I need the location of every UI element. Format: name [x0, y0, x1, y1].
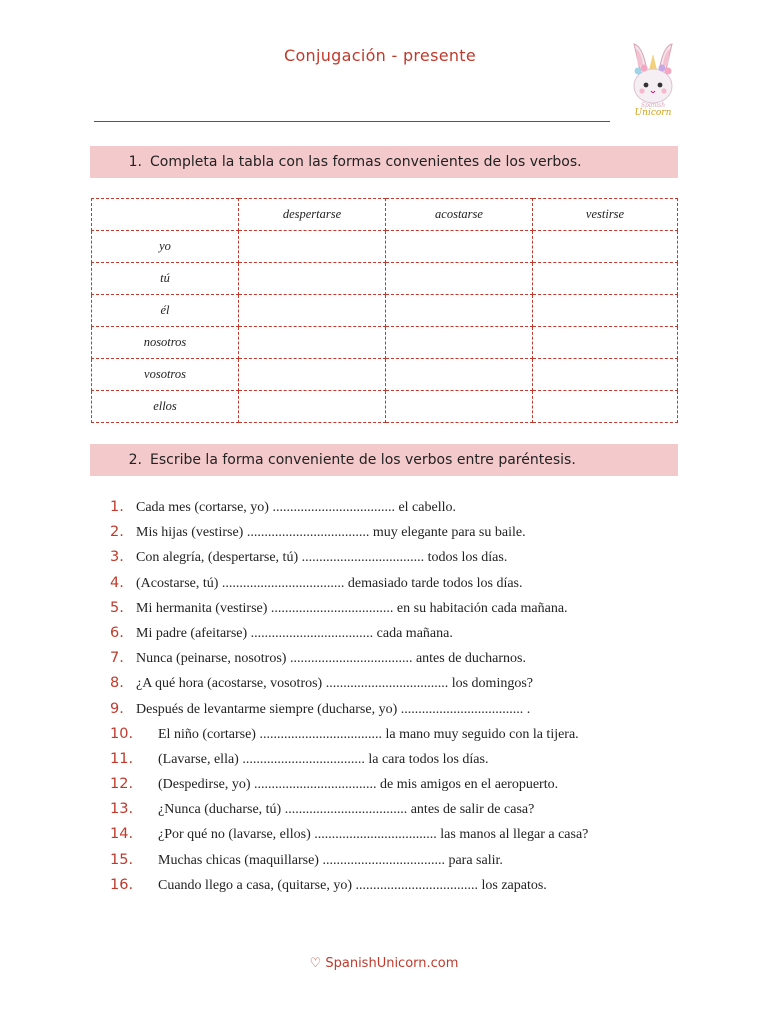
- page-title: Conjugación - presente: [283, 46, 477, 65]
- section-1-banner: [90, 146, 678, 178]
- list-item: [110, 697, 730, 722]
- exercise-number: 3.: [110, 549, 124, 566]
- list-item: [110, 545, 730, 570]
- exercise-list: [110, 495, 730, 898]
- exercise-number: 6.: [110, 624, 124, 641]
- list-item: [110, 495, 730, 520]
- table-header-cell: vestirse: [533, 199, 678, 231]
- exercise-text: (Despedirse, yo) ................................... de mis amigos en el aeropuerto.: [158, 777, 559, 793]
- table-row: [92, 391, 678, 423]
- footer-link[interactable]: SpanishUnicorn.com: [325, 956, 459, 971]
- list-item: [110, 596, 730, 621]
- answer-cell[interactable]: [533, 231, 678, 263]
- list-item: [110, 646, 730, 671]
- table-row: [92, 295, 678, 327]
- list-item: [110, 722, 730, 747]
- answer-cell[interactable]: [533, 391, 678, 423]
- table-row: [92, 263, 678, 295]
- section-1-instruction: Completa la tabla con las formas convenientes de los verbos.: [150, 154, 582, 170]
- answer-cell[interactable]: [386, 391, 533, 423]
- logo-small-text: Spanish: [640, 102, 666, 109]
- section-1-number: 1.: [128, 154, 142, 170]
- answer-cell[interactable]: [386, 263, 533, 295]
- exercise-number: 11.: [110, 750, 134, 767]
- list-item: [110, 747, 730, 772]
- answer-cell[interactable]: [239, 295, 386, 327]
- exercise-text: Mi padre (afeitarse) ................................... cada mañana.: [136, 625, 453, 641]
- table-header-row: [92, 199, 678, 231]
- exercise-number: 7.: [110, 650, 124, 667]
- exercise-number: 13.: [110, 801, 134, 818]
- answer-cell[interactable]: [533, 327, 678, 359]
- answer-cell[interactable]: [533, 359, 678, 391]
- exercise-number: 12.: [110, 776, 134, 793]
- exercise-text: ¿A qué hora (acostarse, vosotros) ................................... los domingos?: [136, 676, 533, 692]
- section-2-banner: [90, 444, 678, 476]
- pronoun-cell: él: [92, 295, 239, 327]
- footer: [0, 956, 768, 971]
- exercise-text: Nunca (peinarse, nosotros) ................................... antes de ducharnos.: [136, 651, 526, 667]
- pronoun-cell: tú: [92, 263, 239, 295]
- list-item: [110, 671, 730, 696]
- list-item: [110, 797, 730, 822]
- logo-text: Unicorn: [634, 108, 672, 118]
- section-2-instruction: Escribe la forma conveniente de los verbos entre paréntesis.: [150, 452, 576, 468]
- exercise-number: 4.: [110, 574, 124, 591]
- list-item: [110, 520, 730, 545]
- exercise-text: Mis hijas (vestirse) ................................... muy elegante para su baile.: [136, 525, 526, 541]
- table-header-cell: acostarse: [386, 199, 533, 231]
- pronoun-cell: nosotros: [92, 327, 239, 359]
- name-line: [94, 121, 610, 122]
- exercise-text: El niño (cortarse) ................................... la mano muy seguido con la tijera.: [158, 726, 579, 742]
- section-2-number: 2.: [128, 452, 142, 468]
- pronoun-cell: vosotros: [92, 359, 239, 391]
- exercise-text: ¿Nunca (ducharse, tú) ................................... antes de salir de casa?: [158, 802, 535, 818]
- answer-cell[interactable]: [386, 231, 533, 263]
- answer-cell[interactable]: [386, 295, 533, 327]
- exercise-number: 1.: [110, 499, 124, 515]
- table-row: [92, 231, 678, 263]
- answer-cell[interactable]: [533, 295, 678, 327]
- exercise-text: Mi hermanita (vestirse) ................................... en su habitación cada mañana.: [136, 600, 568, 616]
- answer-cell[interactable]: [239, 263, 386, 295]
- exercise-text: (Lavarse, ella) ................................... la cara todos los días.: [158, 751, 489, 767]
- table-row: [92, 359, 678, 391]
- answer-cell[interactable]: [239, 231, 386, 263]
- exercise-number: 5.: [110, 599, 124, 616]
- answer-cell[interactable]: [239, 327, 386, 359]
- exercise-number: 9.: [110, 700, 124, 717]
- list-item: [110, 621, 730, 646]
- heart-icon: ♡: [309, 956, 322, 971]
- exercise-text: Muchas chicas (maquillarse) ................................... para salir.: [158, 852, 503, 868]
- table-header-cell: despertarse: [239, 199, 386, 231]
- conjugation-table: [91, 198, 678, 423]
- answer-cell[interactable]: [386, 327, 533, 359]
- exercise-number: 14.: [110, 826, 134, 843]
- list-item: [110, 772, 730, 797]
- table-header-cell: [92, 199, 239, 231]
- exercise-text: ¿Por qué no (lavarse, ellos) ................................... las manos al llegar a casa?: [158, 827, 589, 843]
- exercise-text: Cuando llego a casa, (quitarse, yo) ................................... los zapatos.: [158, 877, 547, 893]
- exercise-number: 8.: [110, 675, 124, 692]
- pronoun-cell: yo: [92, 231, 239, 263]
- exercise-number: 2.: [110, 524, 124, 541]
- answer-cell[interactable]: [239, 391, 386, 423]
- answer-cell[interactable]: [386, 359, 533, 391]
- exercise-number: 10.: [110, 725, 134, 742]
- list-item: [110, 873, 730, 898]
- exercise-text: Después de levantarme siempre (ducharse, yo) ................................... .: [136, 701, 531, 717]
- answer-cell[interactable]: [239, 359, 386, 391]
- exercise-text: (Acostarse, tú) ................................... demasiado tarde todos los días.: [136, 575, 523, 591]
- list-item: [110, 848, 730, 873]
- list-item: [110, 822, 730, 847]
- list-item: [110, 571, 730, 596]
- exercise-number: 16.: [110, 876, 134, 893]
- pronoun-cell: ellos: [92, 391, 239, 423]
- table-row: [92, 327, 678, 359]
- exercise-number: 15.: [110, 851, 134, 868]
- exercise-text: Cada mes (cortarse, yo) ................................... el cabello.: [136, 500, 456, 515]
- unicorn-bunny-logo: [620, 40, 686, 124]
- exercise-text: Con alegría, (despertarse, tú) ................................... todos los días.: [136, 550, 508, 566]
- answer-cell[interactable]: [533, 263, 678, 295]
